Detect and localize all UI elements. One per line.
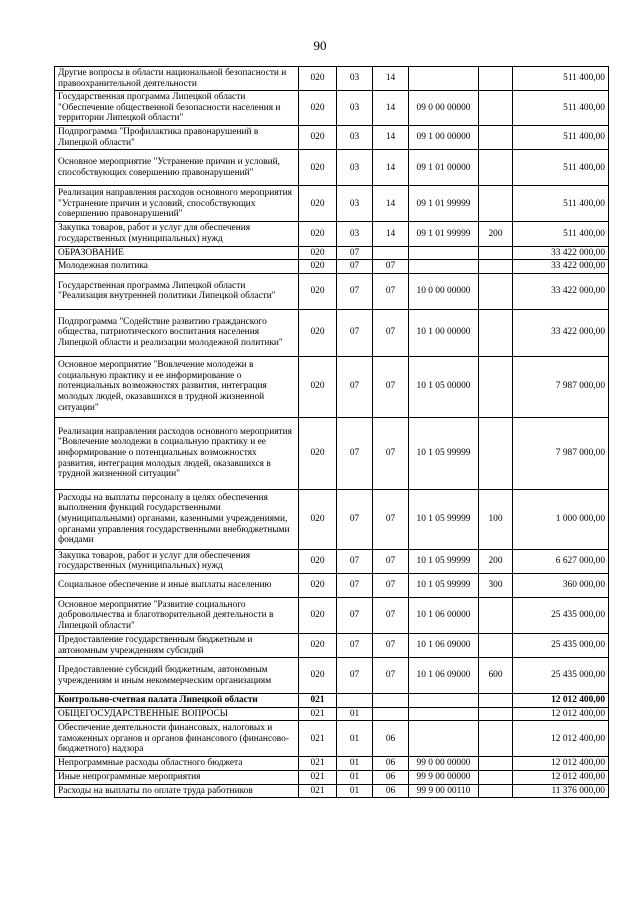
row-target-article-cell: 09 1 01 00000 bbox=[409, 150, 479, 186]
table-row bbox=[55, 489, 609, 549]
row-amount-cell: 33 422 000,00 bbox=[513, 309, 609, 356]
row-admin-code-cell: 020 bbox=[299, 246, 337, 260]
row-name-cell: Подпрограмма "Профилактика правонарушений в Липецкой области" bbox=[55, 126, 299, 150]
row-expense-kind-cell bbox=[479, 417, 513, 489]
row-name-cell: Реализация направления расходов основного мероприятия "Вовлечение молодежи в социальную практику и ее информирование о потенциальных возможностях развития, интеграция молодых людей, оказавшихся в трудной жизненной ситуации" bbox=[55, 417, 299, 489]
row-target-article-cell: 10 1 05 99999 bbox=[409, 549, 479, 573]
row-target-article-cell bbox=[409, 694, 479, 708]
row-subsection-cell: 14 bbox=[373, 222, 409, 246]
row-name-cell: Расходы на выплаты по оплате труда работников bbox=[55, 784, 299, 798]
table-row bbox=[55, 356, 609, 417]
row-amount-cell: 7 987 000,00 bbox=[513, 356, 609, 417]
row-amount-cell: 511 400,00 bbox=[513, 150, 609, 186]
row-subsection-cell bbox=[373, 246, 409, 260]
row-section-cell: 07 bbox=[337, 309, 373, 356]
row-section-cell: 07 bbox=[337, 597, 373, 633]
row-name-cell: Предоставление субсидий бюджетным, автономным учреждениям и иным некоммерческим организациям bbox=[55, 658, 299, 694]
row-amount-cell: 25 435 000,00 bbox=[513, 658, 609, 694]
row-subsection-cell: 14 bbox=[373, 126, 409, 150]
row-target-article-cell: 10 0 00 00000 bbox=[409, 273, 479, 309]
row-expense-kind-cell bbox=[479, 784, 513, 798]
row-expense-kind-cell: 200 bbox=[479, 549, 513, 573]
table-row bbox=[55, 633, 609, 657]
row-section-cell: 07 bbox=[337, 417, 373, 489]
row-subsection-cell: 07 bbox=[373, 549, 409, 573]
row-subsection-cell bbox=[373, 694, 409, 708]
row-expense-kind-cell: 300 bbox=[479, 573, 513, 597]
row-target-article-cell: 09 1 00 00000 bbox=[409, 126, 479, 150]
row-admin-code-cell: 020 bbox=[299, 658, 337, 694]
row-section-cell: 03 bbox=[337, 91, 373, 126]
row-section-cell: 03 bbox=[337, 150, 373, 186]
row-name-cell: Реализация направления расходов основного мероприятия "Устранение причин и условий, способствующих совершению правонарушений" bbox=[55, 186, 299, 222]
row-section-cell: 07 bbox=[337, 633, 373, 657]
row-amount-cell: 511 400,00 bbox=[513, 126, 609, 150]
row-expense-kind-cell: 100 bbox=[479, 489, 513, 549]
row-name-cell: ОБЩЕГОСУДАРСТВЕННЫЕ ВОПРОСЫ bbox=[55, 707, 299, 721]
row-target-article-cell: 99 9 00 00000 bbox=[409, 770, 479, 784]
row-subsection-cell: 07 bbox=[373, 658, 409, 694]
row-name-cell: Расходы на выплаты персоналу в целях обеспечения выполнения функций государственными (муниципальными) органами, казенными учреждениями, органами управления государственными внебюджетными фондами bbox=[55, 489, 299, 549]
row-admin-code-cell: 021 bbox=[299, 707, 337, 721]
row-name-cell: Закупка товаров, работ и услуг для обеспечения государственных (муниципальных) нужд bbox=[55, 222, 299, 246]
row-target-article-cell: 10 1 05 99999 bbox=[409, 417, 479, 489]
row-expense-kind-cell bbox=[479, 246, 513, 260]
row-expense-kind-cell bbox=[479, 597, 513, 633]
row-admin-code-cell: 020 bbox=[299, 222, 337, 246]
row-admin-code-cell: 020 bbox=[299, 417, 337, 489]
row-expense-kind-cell: 200 bbox=[479, 222, 513, 246]
row-expense-kind-cell bbox=[479, 150, 513, 186]
row-amount-cell: 12 012 400,00 bbox=[513, 694, 609, 708]
row-name-cell: Основное мероприятие "Устранение причин и условий, способствующих совершению правонарушений" bbox=[55, 150, 299, 186]
row-subsection-cell: 06 bbox=[373, 784, 409, 798]
table-row bbox=[55, 770, 609, 784]
row-expense-kind-cell bbox=[479, 91, 513, 126]
row-admin-code-cell: 020 bbox=[299, 633, 337, 657]
row-section-cell: 01 bbox=[337, 707, 373, 721]
row-admin-code-cell: 020 bbox=[299, 489, 337, 549]
budget-table bbox=[54, 66, 609, 798]
row-target-article-cell: 09 0 00 00000 bbox=[409, 91, 479, 126]
row-subsection-cell bbox=[373, 707, 409, 721]
row-admin-code-cell: 021 bbox=[299, 770, 337, 784]
row-expense-kind-cell bbox=[479, 770, 513, 784]
row-admin-code-cell: 020 bbox=[299, 126, 337, 150]
table-row bbox=[55, 273, 609, 309]
row-admin-code-cell: 021 bbox=[299, 694, 337, 708]
row-admin-code-cell: 020 bbox=[299, 186, 337, 222]
row-target-article-cell: 09 1 01 99999 bbox=[409, 186, 479, 222]
row-section-cell: 07 bbox=[337, 489, 373, 549]
row-subsection-cell: 07 bbox=[373, 260, 409, 274]
row-expense-kind-cell bbox=[479, 260, 513, 274]
row-expense-kind-cell bbox=[479, 757, 513, 771]
row-subsection-cell: 06 bbox=[373, 770, 409, 784]
row-amount-cell: 12 012 400,00 bbox=[513, 707, 609, 721]
row-admin-code-cell: 020 bbox=[299, 67, 337, 91]
row-name-cell: Подпрограмма "Содействие развитию гражданского общества, патриотического воспитания населения Липецкой области и реализации молодежной политики" bbox=[55, 309, 299, 356]
row-admin-code-cell: 021 bbox=[299, 721, 337, 757]
row-name-cell: Основное мероприятие "Развитие социального добровольчества и благотворительной деятельности в Липецкой области" bbox=[55, 597, 299, 633]
row-section-cell: 03 bbox=[337, 67, 373, 91]
row-subsection-cell: 07 bbox=[373, 356, 409, 417]
row-amount-cell: 12 012 400,00 bbox=[513, 721, 609, 757]
row-name-cell: Предоставление государственным бюджетным и автономным учреждениям субсидий bbox=[55, 633, 299, 657]
row-target-article-cell: 09 1 01 99999 bbox=[409, 222, 479, 246]
row-admin-code-cell: 020 bbox=[299, 309, 337, 356]
row-amount-cell: 511 400,00 bbox=[513, 91, 609, 126]
row-amount-cell: 7 987 000,00 bbox=[513, 417, 609, 489]
table-row bbox=[55, 549, 609, 573]
row-admin-code-cell: 020 bbox=[299, 356, 337, 417]
row-target-article-cell: 99 0 00 00000 bbox=[409, 757, 479, 771]
row-admin-code-cell: 020 bbox=[299, 573, 337, 597]
table-row bbox=[55, 658, 609, 694]
row-subsection-cell: 14 bbox=[373, 150, 409, 186]
row-amount-cell: 25 435 000,00 bbox=[513, 633, 609, 657]
row-expense-kind-cell bbox=[479, 126, 513, 150]
row-subsection-cell: 07 bbox=[373, 309, 409, 356]
table-row bbox=[55, 757, 609, 771]
row-amount-cell: 33 422 000,00 bbox=[513, 246, 609, 260]
row-name-cell: Социальное обеспечение и иные выплаты населению bbox=[55, 573, 299, 597]
row-name-cell: ОБРАЗОВАНИЕ bbox=[55, 246, 299, 260]
row-admin-code-cell: 020 bbox=[299, 597, 337, 633]
row-subsection-cell: 07 bbox=[373, 489, 409, 549]
row-target-article-cell bbox=[409, 721, 479, 757]
row-name-cell: Молодежная политика bbox=[55, 260, 299, 274]
row-section-cell: 01 bbox=[337, 721, 373, 757]
row-subsection-cell: 07 bbox=[373, 597, 409, 633]
row-name-cell: Контрольно-счетная палата Липецкой области bbox=[55, 694, 299, 708]
row-amount-cell: 1 000 000,00 bbox=[513, 489, 609, 549]
row-name-cell: Государственная программа Липецкой области "Обеспечение общественной безопасности населения и территории Липецкой области" bbox=[55, 91, 299, 126]
row-target-article-cell bbox=[409, 246, 479, 260]
row-section-cell: 07 bbox=[337, 260, 373, 274]
table-row bbox=[55, 150, 609, 186]
row-amount-cell: 33 422 000,00 bbox=[513, 273, 609, 309]
row-section-cell: 07 bbox=[337, 658, 373, 694]
row-amount-cell: 12 012 400,00 bbox=[513, 757, 609, 771]
row-name-cell: Иные непрограммные мероприятия bbox=[55, 770, 299, 784]
row-admin-code-cell: 020 bbox=[299, 273, 337, 309]
row-name-cell: Закупка товаров, работ и услуг для обеспечения государственных (муниципальных) нужд bbox=[55, 549, 299, 573]
row-subsection-cell: 14 bbox=[373, 67, 409, 91]
row-admin-code-cell: 021 bbox=[299, 784, 337, 798]
row-expense-kind-cell bbox=[479, 707, 513, 721]
row-amount-cell: 12 012 400,00 bbox=[513, 770, 609, 784]
row-expense-kind-cell bbox=[479, 356, 513, 417]
table-row bbox=[55, 707, 609, 721]
row-target-article-cell: 10 1 06 09000 bbox=[409, 658, 479, 694]
row-section-cell: 07 bbox=[337, 246, 373, 260]
page-number: 90 bbox=[313, 38, 327, 53]
row-name-cell: Обеспечение деятельности финансовых, налоговых и таможенных органов и органов финансового (финансово-бюджетного) надзора bbox=[55, 721, 299, 757]
table-row bbox=[55, 260, 609, 274]
row-section-cell: 01 bbox=[337, 757, 373, 771]
row-section-cell: 03 bbox=[337, 126, 373, 150]
row-section-cell: 03 bbox=[337, 186, 373, 222]
row-section-cell: 07 bbox=[337, 273, 373, 309]
row-target-article-cell: 10 1 05 99999 bbox=[409, 573, 479, 597]
row-amount-cell: 25 435 000,00 bbox=[513, 597, 609, 633]
row-amount-cell: 511 400,00 bbox=[513, 222, 609, 246]
row-name-cell: Государственная программа Липецкой области "Реализация внутренней политики Липецкой области" bbox=[55, 273, 299, 309]
table-row bbox=[55, 694, 609, 708]
row-subsection-cell: 07 bbox=[373, 273, 409, 309]
row-section-cell: 07 bbox=[337, 356, 373, 417]
table-row bbox=[55, 186, 609, 222]
row-target-article-cell: 10 1 06 09000 bbox=[409, 633, 479, 657]
row-expense-kind-cell bbox=[479, 309, 513, 356]
row-subsection-cell: 14 bbox=[373, 91, 409, 126]
row-subsection-cell: 07 bbox=[373, 633, 409, 657]
row-target-article-cell: 10 1 00 00000 bbox=[409, 309, 479, 356]
row-expense-kind-cell bbox=[479, 721, 513, 757]
row-name-cell: Непрограммные расходы областного бюджета bbox=[55, 757, 299, 771]
row-admin-code-cell: 021 bbox=[299, 757, 337, 771]
table-row bbox=[55, 573, 609, 597]
row-target-article-cell: 10 1 05 00000 bbox=[409, 356, 479, 417]
row-subsection-cell: 14 bbox=[373, 186, 409, 222]
row-subsection-cell: 06 bbox=[373, 721, 409, 757]
row-admin-code-cell: 020 bbox=[299, 260, 337, 274]
row-section-cell: 07 bbox=[337, 549, 373, 573]
row-expense-kind-cell bbox=[479, 633, 513, 657]
row-section-cell: 07 bbox=[337, 573, 373, 597]
row-amount-cell: 33 422 000,00 bbox=[513, 260, 609, 274]
row-target-article-cell: 10 1 05 99999 bbox=[409, 489, 479, 549]
row-expense-kind-cell bbox=[479, 67, 513, 91]
row-section-cell bbox=[337, 694, 373, 708]
row-section-cell: 03 bbox=[337, 222, 373, 246]
row-target-article-cell: 99 9 00 00110 bbox=[409, 784, 479, 798]
row-subsection-cell: 06 bbox=[373, 757, 409, 771]
row-admin-code-cell: 020 bbox=[299, 549, 337, 573]
table-row bbox=[55, 126, 609, 150]
table-row bbox=[55, 222, 609, 246]
row-amount-cell: 6 627 000,00 bbox=[513, 549, 609, 573]
table-row bbox=[55, 784, 609, 798]
row-target-article-cell bbox=[409, 707, 479, 721]
row-section-cell: 01 bbox=[337, 770, 373, 784]
row-admin-code-cell: 020 bbox=[299, 150, 337, 186]
row-subsection-cell: 07 bbox=[373, 573, 409, 597]
table-row bbox=[55, 309, 609, 356]
row-amount-cell: 360 000,00 bbox=[513, 573, 609, 597]
row-expense-kind-cell bbox=[479, 273, 513, 309]
table-row bbox=[55, 67, 609, 91]
table-row bbox=[55, 597, 609, 633]
table-row bbox=[55, 91, 609, 126]
row-admin-code-cell: 020 bbox=[299, 91, 337, 126]
row-amount-cell: 511 400,00 bbox=[513, 67, 609, 91]
row-expense-kind-cell: 600 bbox=[479, 658, 513, 694]
row-expense-kind-cell bbox=[479, 186, 513, 222]
row-expense-kind-cell bbox=[479, 694, 513, 708]
row-target-article-cell: 10 1 06 00000 bbox=[409, 597, 479, 633]
row-amount-cell: 511 400,00 bbox=[513, 186, 609, 222]
row-name-cell: Основное мероприятие "Вовлечение молодежи в социальную практику и ее информирование о потенциальных возможностях развития, интеграция молодых людей, оказавшихся в трудной жизненной ситуации" bbox=[55, 356, 299, 417]
table-row bbox=[55, 246, 609, 260]
row-name-cell: Другие вопросы в области национальной безопасности и правоохранительной деятельности bbox=[55, 67, 299, 91]
table-row bbox=[55, 417, 609, 489]
row-subsection-cell: 07 bbox=[373, 417, 409, 489]
table-row bbox=[55, 721, 609, 757]
row-target-article-cell bbox=[409, 67, 479, 91]
row-amount-cell: 11 376 000,00 bbox=[513, 784, 609, 798]
row-section-cell: 01 bbox=[337, 784, 373, 798]
row-target-article-cell bbox=[409, 260, 479, 274]
